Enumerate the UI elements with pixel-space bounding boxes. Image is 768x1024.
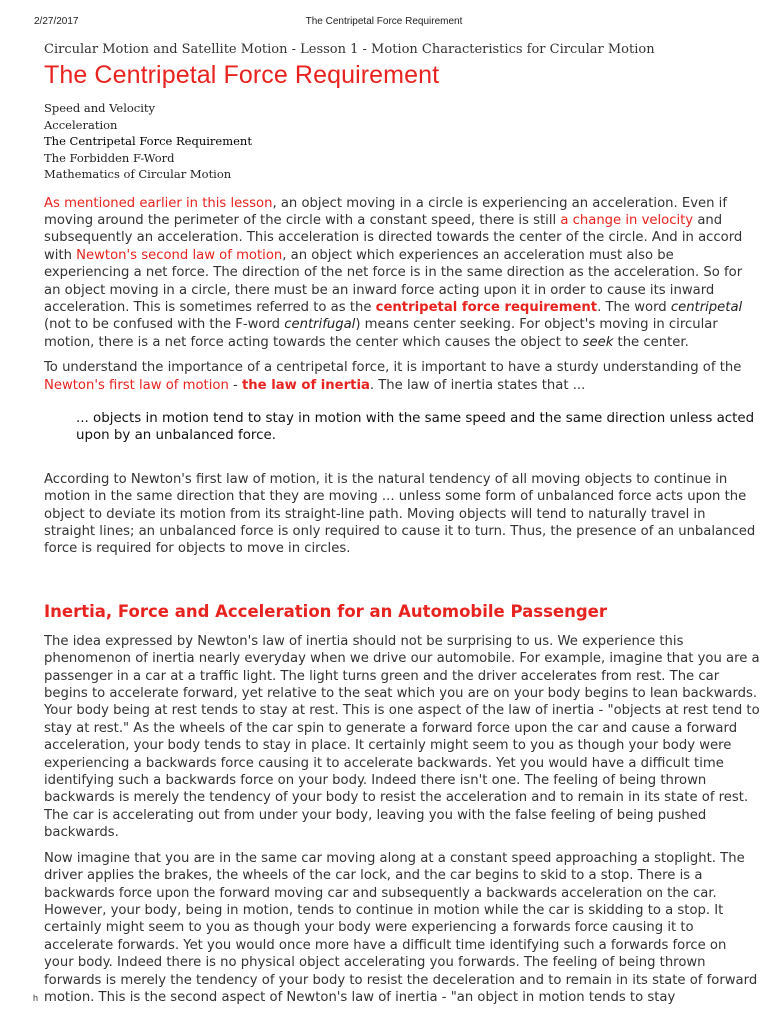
lesson-toc [44, 100, 760, 183]
paragraph-braking-car: Now imagine that you are in the same car moving along at a constant speed approaching a stoplight. The driver applies the brakes, the wheels of the car lock, and the car begins to skid to a stop. There is a backwards force upon the forward moving car and subsequently a backwards acceleration on the car. However, your body, being in motion, tends to continue in motion while the car is skidding to a stop. It certainly might seem to you as though your body were experiencing a forwards force causing it to accelerate forwards. Yet you would once more have a difficult time identifying such a forwards force on your body. Indeed there is no physical object accelerating you forwards. The feeling of being thrown forwards is merely the tendency of your body to resist the deceleration and to remain in its state of forward motion. This is the second aspect of Newton's law of inertia - "an object in motion tends to stay [44, 850, 758, 1005]
toc-item-forbidden-f-word[interactable]: The Forbidden F-Word [44, 150, 175, 165]
paragraph-intro [44, 195, 760, 352]
law-of-inertia-quote: ... objects in motion tend to stay in motion with the same speed and the same direction unless acted upon by an unbalanced force. [76, 410, 755, 444]
emphasis-seek: seek [582, 334, 614, 350]
article [44, 42, 760, 1014]
text-run: . The word [597, 299, 671, 315]
text-run: ) means center seeking. For object's moving in circular motion, there is a net force acting towards the center which causes the object to [44, 317, 718, 350]
text-run: , an object moving in a circle is experiencing an acceleration. Even if moving around the perimeter of the circle with a constant speed, there is still [44, 195, 727, 228]
text-run: the center. [613, 334, 689, 350]
breadcrumb: Circular Motion and Satellite Motion - Lesson 1 - Motion Characteristics for Circular Motion [44, 42, 655, 57]
toc-item-acceleration[interactable]: Acceleration [44, 117, 118, 132]
text-run: (not to be confused with the F-word [44, 317, 285, 333]
text-run: and subsequently an acceleration. This acceleration is directed towards the center of the circle. And in accord with [44, 212, 743, 263]
paragraph-inertia-intro [44, 359, 760, 394]
emphasis-centrifugal: centrifugal [284, 317, 356, 333]
page-marker: h [33, 993, 39, 1003]
highlight-law-of-inertia: the law of inertia [241, 377, 370, 393]
print-title: The Centripetal Force Requirement [305, 16, 463, 27]
text-run: , an object which experiences an acceleration must also be experiencing a net force. The direction of the net force is in the same direction as the acceleration. So for an object moving in a circle, there must be an inward force acting upon it in order to cause its inward acceleration. This is sometimes referred to as the [44, 247, 743, 315]
link-change-in-velocity[interactable]: a change in velocity [560, 212, 694, 228]
page-title: The Centripetal Force Requirement [44, 61, 440, 89]
text-run: . The law of inertia states that ... [369, 377, 586, 393]
toc-item-mathematics[interactable]: Mathematics of Circular Motion [44, 167, 232, 181]
paragraph-accelerating-car: The idea expressed by Newton's law of inertia should not be surprising to us. We experience this phenomenon of inertia nearly everyday when we drive our automobile. For example, imagine that you are a passenger in a car at a traffic light. The light turns green and the driver accelerates from rest. The car begins to accelerate forward, yet relative to the seat which you are on your body begins to lean backwards. Your body being at rest tends to stay at rest. This is one aspect of the law of inertia - "objects at rest tend to stay at rest." As the wheels of the car spin to generate a forward force upon the car and cause a forward acceleration, your body tends to stay in place. It certainly might seem to you as though your body were experiencing a backwards force causing it to accelerate backwards. Yet you would have a difficult time identifying such a backwards force on your body. Indeed there isn't one. The feeling of being thrown backwards is merely the tendency of your body to resist the acceleration and to remain in its state of rest. The car is accelerating out from under your body, leaving you with the false feeling of being pushed backwards. [44, 633, 760, 841]
toc-item-centripetal-force[interactable]: The Centripetal Force Requirement [44, 134, 252, 148]
toc-item-speed-velocity[interactable]: Speed and Velocity [44, 101, 156, 115]
section-heading-automobile: Inertia, Force and Acceleration for an Automobile Passenger [44, 601, 607, 621]
link-newtons-first-law[interactable]: Newton's first law of motion [44, 377, 229, 393]
emphasis-centripetal: centripetal [670, 299, 743, 315]
print-date: 2/27/2017 [34, 16, 79, 27]
link-newtons-second-law[interactable]: Newton's second law of motion [76, 247, 283, 263]
highlight-centripetal-force-requirement: centripetal force requirement [375, 299, 598, 315]
link-mentioned-earlier[interactable]: As mentioned earlier in this lesson [44, 195, 273, 211]
print-header [34, 16, 734, 30]
text-run: To understand the importance of a centripetal force, it is important to have a sturdy understanding of the [44, 360, 742, 376]
paragraph-first-law: According to Newton's first law of motion, it is the natural tendency of all moving objects to continue in motion in the same direction that they are moving ... unless some form of unbalanced force acts upon the object to deviate its motion from its straight-line path. Moving objects will tend to naturally travel in straight lines; an unbalanced force is only required to cause it to turn. Thus, the presence of an unbalanced force is required for objects to move in circles. [44, 471, 756, 557]
text-run: - [228, 377, 242, 393]
